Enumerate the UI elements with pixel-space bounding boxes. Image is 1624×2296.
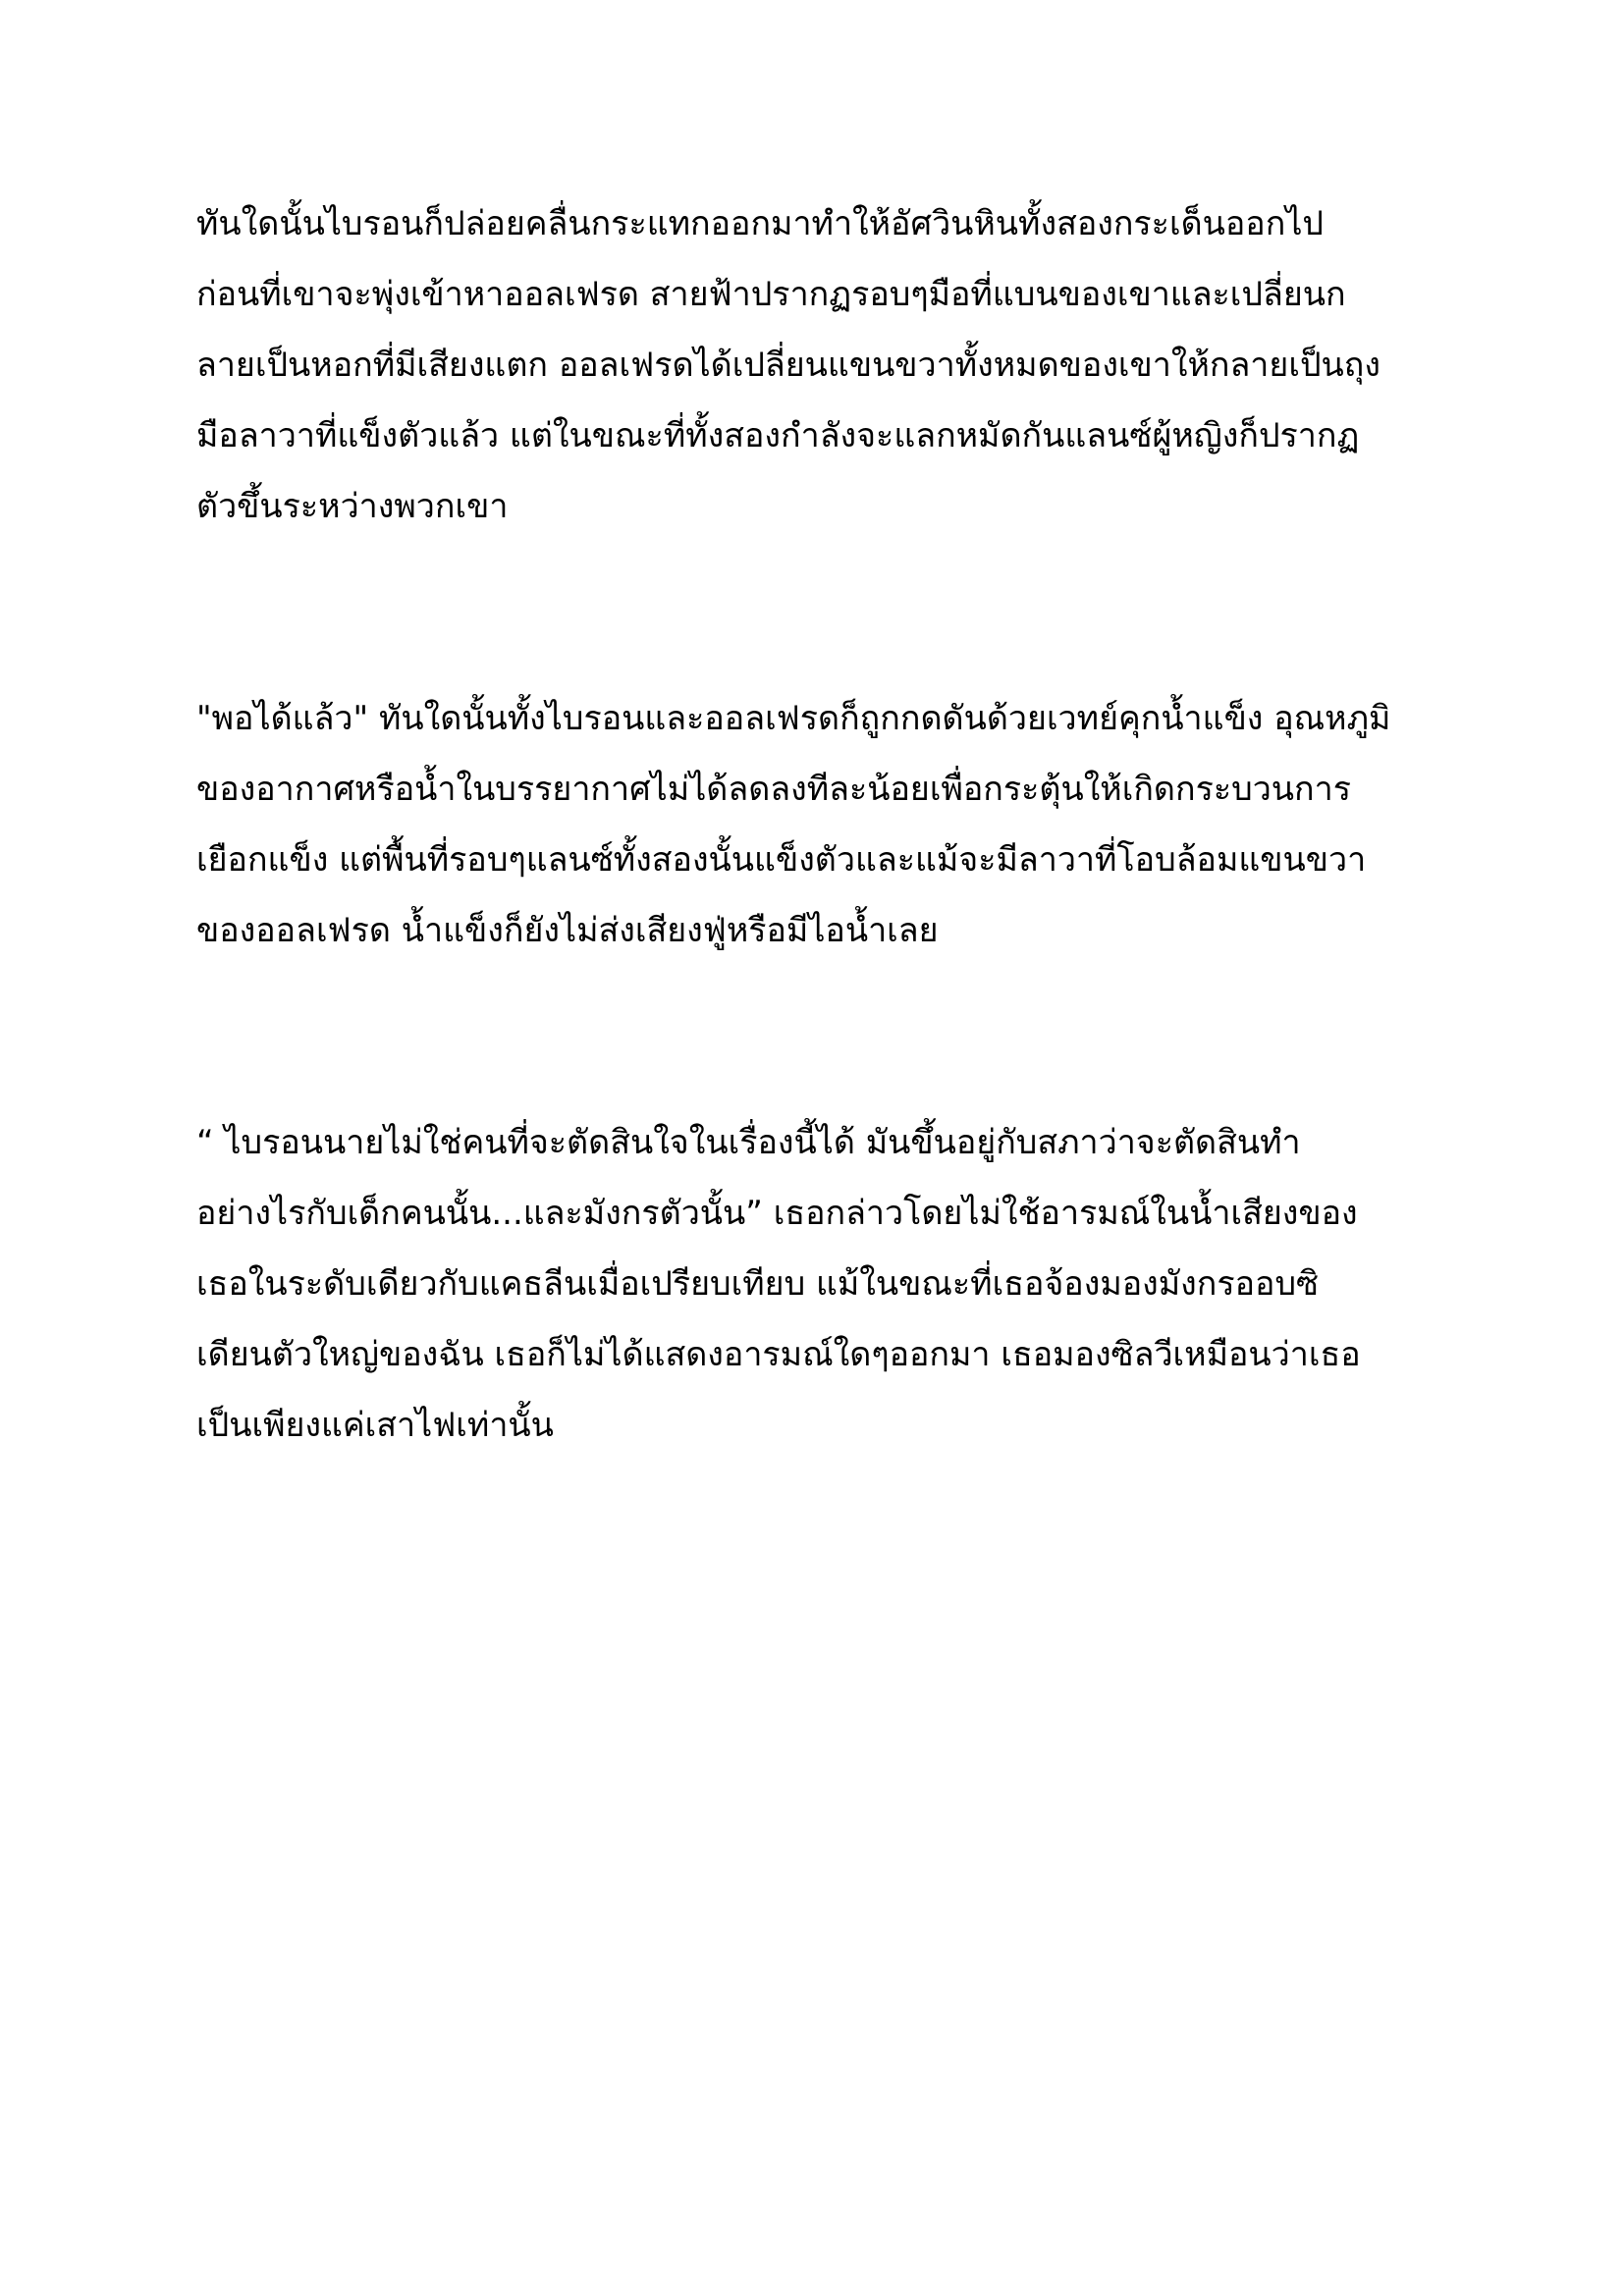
paragraph-3 (196, 1107, 1463, 1461)
document-body (196, 188, 1463, 1461)
paragraph-line: ลายเป็นหอกที่มีเสียงแตก ออลเฟรดได้เปลี่ยนแขนขวาทั้งหมดของเขาให้กลายเป็นถุง (196, 346, 1380, 385)
paragraph-line: ของออลเฟรด น้ำแข็งก็ยังไม่ส่งเสียงฟู่หรือมีไอน้ำเลย (196, 911, 939, 950)
paragraph-2 (196, 683, 1463, 966)
paragraph-line: “ ไบรอนนายไม่ใช่คนที่จะตัดสินใจในเรื่องนี้ได้ มันขึ้นอยู่กับสภาว่าจะตัดสินทำ (196, 1123, 1301, 1162)
paragraph-line: เธอในระดับเดียวกับแคธลีนเมื่อเปรียบเทียบ แม้ในขณะที่เธอจ้องมองมังกรออบซิ (196, 1264, 1320, 1304)
paragraph-spacer (196, 966, 1463, 1107)
paragraph-1 (196, 188, 1463, 542)
paragraph-line: ทันใดนั้นไบรอนก็ปล่อยคลื่นกระแทกออกมาทำให้อัศวินหินทั้งสองกระเด็นออกไป (196, 204, 1324, 243)
paragraph-line: "พอได้แล้ว" ทันใดนั้นทั้งไบรอนและออลเฟรดก็ถูกกดดันด้วยเวทย์คุกน้ำแข็ง อุณหภูมิ (196, 699, 1391, 738)
paragraph-spacer (196, 542, 1463, 683)
paragraph-line: อย่างไรกับเด็กคนนั้น...และมังกรตัวนั้น” เธอกล่าวโดยไม่ใช้อารมณ์ในน้ำเสียงของ (196, 1194, 1358, 1233)
paragraph-line: เป็นเพียงแค่เสาไฟเท่านั้น (196, 1406, 554, 1445)
paragraph-line: เยือกแข็ง แต่พื้นที่รอบๆแลนซ์ทั้งสองนั้นแข็งตัวและแม้จะมีลาวาที่โอบล้อมแขนขวา (196, 840, 1367, 880)
paragraph-line: เดียนตัวใหญ่ของฉัน เธอก็ไม่ได้แสดงอารมณ์ใดๆออกมา เธอมองซิลวีเหมือนว่าเธอ (196, 1335, 1361, 1374)
paragraph-line: ก่อนที่เขาจะพุ่งเข้าหาออลเฟรด สายฟ้าปรากฏรอบๆมือที่แบนของเขาและเปลี่ยนก (196, 275, 1346, 314)
paragraph-line: ตัวขึ้นระหว่างพวกเขา (196, 487, 509, 526)
paragraph-line: มือลาวาที่แข็งตัวแล้ว แต่ในขณะที่ทั้งสองกำลังจะแลกหมัดกันแลนซ์ผู้หญิงก็ปรากฏ (196, 416, 1360, 455)
paragraph-line: ของอากาศหรือน้ำในบรรยากาศไม่ได้ลดลงทีละน้อยเพื่อกระตุ้นให้เกิดกระบวนการ (196, 770, 1351, 809)
